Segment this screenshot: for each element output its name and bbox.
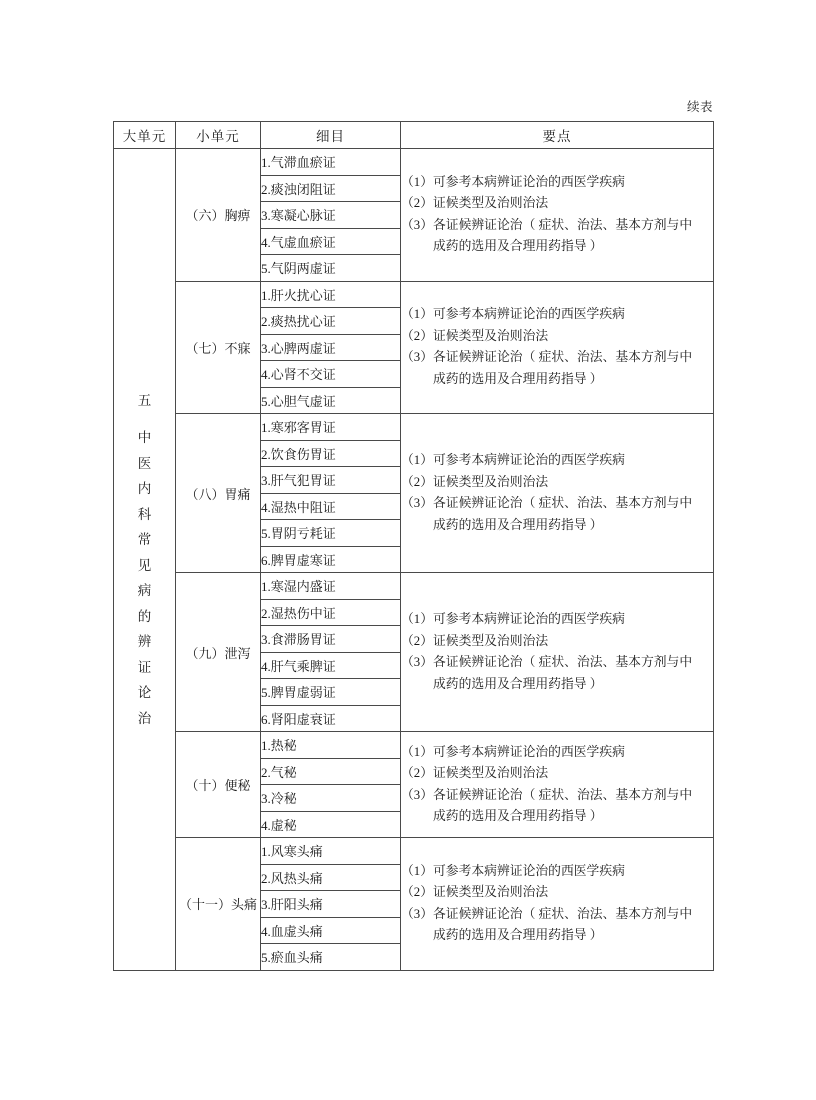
detail-cell: 4.湿热中阻证 [261,493,401,520]
key-point-line: （3）各证候辨证论治（ 症状、治法、基本方剂与中 [401,496,693,510]
detail-cell: 1.风寒头痛 [261,838,401,865]
small-unit-cell: （十一）头痛 [176,838,261,971]
key-point-line: （3）各证候辨证论治（ 症状、治法、基本方剂与中 [401,906,693,921]
detail-cell: 5.瘀血头痛 [261,944,401,971]
key-point-line-continuation: 成药的选用及合理用药指导 ） [433,676,603,691]
syllabus-table [113,121,714,971]
detail-cell: 5.胃阴亏耗证 [261,520,401,547]
detail-cell: 4.肝气乘脾证 [261,652,401,679]
detail-cell: 4.心肾不交证 [261,361,401,388]
detail-cell: 2.风热头痛 [261,864,401,891]
detail-cell: 1.寒邪客胃证 [261,414,401,441]
detail-cell: 1.肝火扰心证 [261,281,401,308]
key-point-line-continuation: 成药的选用及合理用药指导 ） [433,239,603,254]
small-unit-cell: （六）胸痹 [176,149,261,282]
detail-cell: 3.寒凝心脉证 [261,202,401,229]
key-point-line: （1）可参考本病辨证论治的西医学疾病 [401,307,625,322]
detail-cell: 2.气秘 [261,758,401,785]
column-header-detail: 细目 [261,122,401,149]
detail-cell: 1.气滞血瘀证 [261,149,401,176]
table-row [114,573,714,600]
big-unit-title-char: 内 [137,481,152,496]
big-unit-title-char: 病 [137,583,152,598]
detail-cell: 5.气阴两虚证 [261,255,401,282]
key-points-cell [401,732,714,838]
detail-cell: 3.冷秘 [261,785,401,812]
key-point-line: （2）证候类型及治则治法 [401,328,549,343]
key-point-line: （1）可参考本病辨证论治的西医学疾病 [401,863,625,878]
small-unit-cell: （八）胃痛 [176,414,261,573]
table-header [114,122,714,149]
table-row [114,414,714,441]
detail-cell: 3.食滞肠胃证 [261,626,401,653]
big-unit-title-char: 医 [137,455,152,471]
key-point-line: （1）可参考本病辨证论治的西医学疾病 [401,612,625,626]
detail-cell: 1.热秘 [261,732,401,759]
detail-cell: 2.饮食伤胃证 [261,440,401,467]
table-row [114,149,714,176]
big-unit-number: 五 [137,392,152,408]
key-points-cell [401,281,714,414]
detail-cell: 3.心脾两虚证 [261,334,401,361]
header-row [114,122,714,149]
detail-cell: 4.虚秘 [261,811,401,838]
key-point-line: （2）证候类型及治则治法 [401,766,549,780]
key-point-line: （1）可参考本病辨证论治的西医学疾病 [401,174,625,189]
key-point-line: （2）证候类型及治则治法 [401,474,549,489]
key-point-line: （3）各证候辨证论治（ 症状、治法、基本方剂与中 [401,655,693,669]
small-unit-cell: （七）不寐 [176,281,261,414]
key-point-line: （3）各证候辨证论治（ 症状、治法、基本方剂与中 [401,217,693,232]
detail-cell: 5.脾胃虚弱证 [261,679,401,706]
key-point-line: （1）可参考本病辨证论治的西医学疾病 [401,453,625,467]
key-point-line-continuation: 成药的选用及合理用药指导 ） [433,928,603,943]
key-point-line: （1）可参考本病辨证论治的西医学疾病 [401,744,625,759]
big-unit-title-char: 中 [137,430,152,445]
table-row [114,838,714,865]
column-header-big-unit: 大单元 [114,122,176,149]
detail-cell: 5.心胆气虚证 [261,387,401,414]
detail-cell: 2.痰热扰心证 [261,308,401,335]
key-points-cell [401,149,714,282]
detail-cell: 2.湿热伤中证 [261,599,401,626]
detail-cell: 3.肝气犯胃证 [261,467,401,494]
small-unit-cell: （十）便秘 [176,732,261,838]
detail-cell: 6.脾胃虚寒证 [261,546,401,573]
column-header-small-unit: 小单元 [176,122,261,149]
small-unit-cell: （九）泄泻 [176,573,261,732]
detail-cell: 2.痰浊闭阻证 [261,175,401,202]
big-unit-title-char: 证 [137,659,152,675]
key-points-cell [401,573,714,732]
big-unit-title-char: 治 [137,710,152,726]
key-point-line: （3）各证候辨证论治（ 症状、治法、基本方剂与中 [401,787,693,802]
column-header-key-points: 要点 [401,122,714,149]
continued-table-label: 续表 [686,100,713,114]
key-point-line-continuation: 成药的选用及合理用药指导 ） [433,371,603,386]
detail-cell: 4.气虚血瘀证 [261,228,401,255]
key-point-line: （3）各证候辨证论治（ 症状、治法、基本方剂与中 [401,350,693,365]
table-row [114,281,714,308]
key-point-line: （2）证候类型及治则治法 [401,633,549,648]
table-body [114,149,714,971]
big-unit-cell [114,149,176,971]
table-row [114,732,714,759]
big-unit-vertical-text [114,388,175,732]
big-unit-title-char: 科 [137,506,152,522]
detail-cell: 4.血虚头痛 [261,917,401,944]
key-point-line-continuation: 成药的选用及合理用药指导 ） [433,517,603,532]
key-points-cell [401,838,714,971]
detail-cell: 3.肝阳头痛 [261,891,401,918]
big-unit-spacer [114,413,175,425]
key-points-cell [401,414,714,573]
detail-cell: 1.寒湿内盛证 [261,573,401,600]
big-unit-title-char: 常 [137,532,152,547]
key-point-line: （2）证候类型及治则治法 [401,885,549,900]
big-unit-title-char: 论 [137,685,152,700]
key-point-line-continuation: 成药的选用及合理用药指导 ） [433,809,603,823]
big-unit-title-char: 见 [137,557,152,573]
detail-cell: 6.肾阳虚衰证 [261,705,401,732]
big-unit-title-char: 的 [137,608,152,624]
key-point-line: （2）证候类型及治则治法 [401,196,549,211]
big-unit-title-char: 辨 [137,634,152,649]
